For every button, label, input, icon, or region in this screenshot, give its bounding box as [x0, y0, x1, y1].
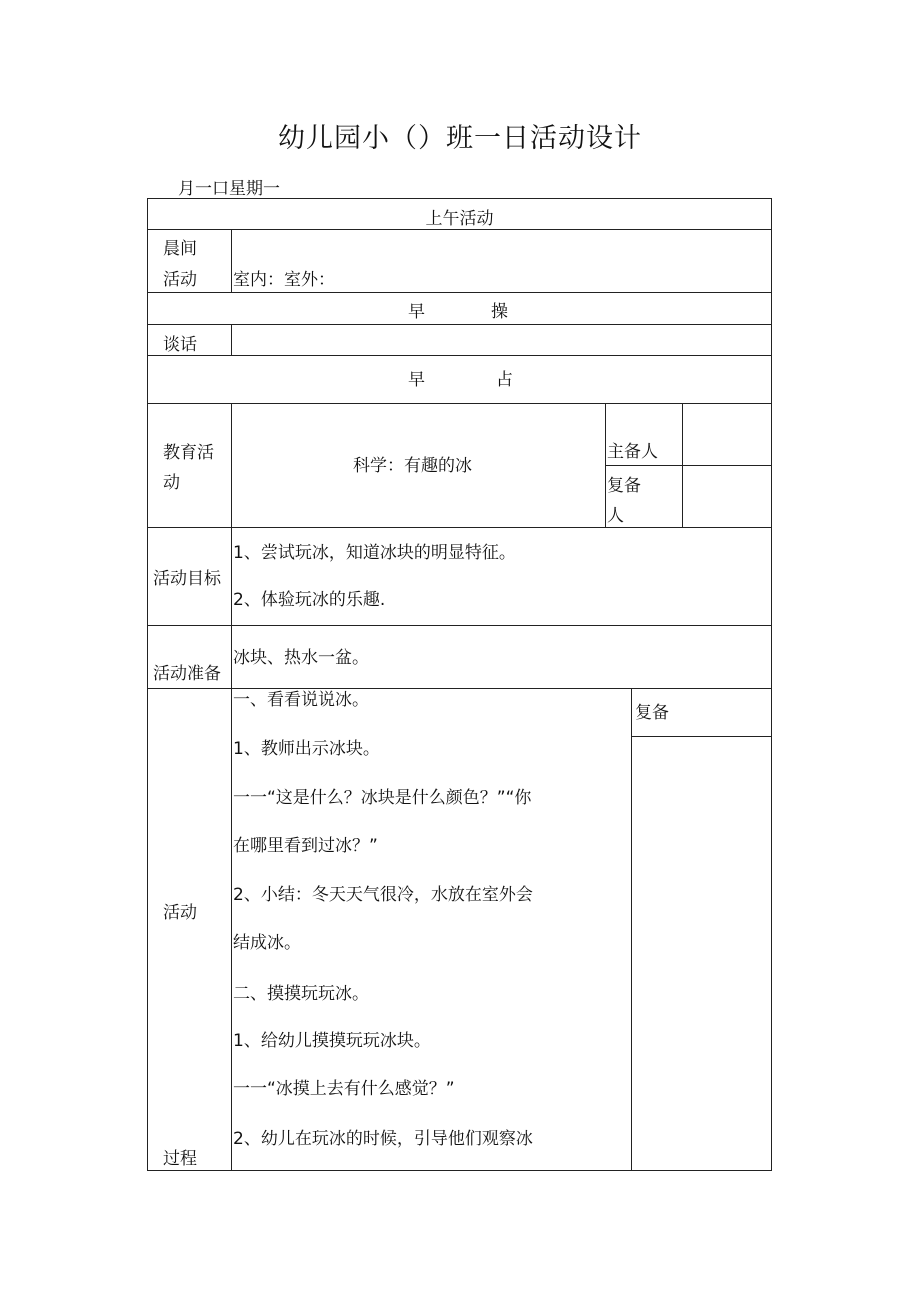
morning-activity-label-line1: 晨间 [163, 239, 197, 259]
snack-char-2: 占 [496, 370, 513, 390]
process-line: 一、看看说说冰。 [233, 690, 369, 710]
preparation-content: 冰块、热水一盆。 [233, 648, 369, 668]
page-title: 幼儿园小（）班一日活动设计 [278, 123, 642, 154]
education-label-line1: 教育活 [163, 443, 214, 463]
process-line: 在哪里看到过冰？” [233, 836, 378, 856]
review-label: 复备 [635, 703, 669, 723]
process-line: 一一“这是什么？冰块是什么颜色？”“你 [233, 788, 532, 808]
exercise-char-2: 操 [491, 302, 508, 322]
re-preparer-label-line1: 复备 [607, 476, 641, 496]
morning-activity-header: 上午活动 [425, 209, 494, 229]
process-label-line1: 活动 [163, 903, 197, 923]
goal-item: 1、尝试玩冰，知道冰块的明显特征。 [233, 543, 516, 563]
main-preparer-label: 主备人 [607, 442, 658, 462]
exercise-char-1: 早 [408, 302, 425, 322]
process-line: 二、摸摸玩玩冰。 [233, 984, 369, 1004]
education-subject: 科学：有趣的冰 [353, 456, 472, 476]
process-label-line2: 过程 [163, 1149, 197, 1169]
preparation-label: 活动准备 [153, 664, 221, 684]
snack-char-1: 早 [408, 370, 425, 390]
process-line: 一一“冰摸上去有什么感觉？” [233, 1079, 455, 1099]
date-line: 月一口星期一 [178, 179, 280, 199]
process-line: 2、小结：冬天天气很冷，水放在室外会 [233, 885, 533, 905]
re-preparer-label-line2: 人 [607, 506, 624, 526]
process-line: 结成冰。 [233, 933, 301, 953]
talk-label: 谈话 [163, 335, 197, 355]
morning-activity-label-line2: 活动 [163, 270, 197, 290]
goal-item: 2、体验玩冰的乐趣. [233, 590, 386, 610]
process-line: 1、给幼儿摸摸玩玩冰块。 [233, 1031, 431, 1051]
education-label-line2: 动 [163, 473, 180, 493]
process-line: 2、幼儿在玩冰的时候，引导他们观察冰 [233, 1129, 533, 1149]
morning-activity-content: 室内：室外： [233, 270, 335, 290]
process-line: 1、教师出示冰块。 [233, 739, 380, 759]
goals-label: 活动目标 [153, 569, 221, 589]
